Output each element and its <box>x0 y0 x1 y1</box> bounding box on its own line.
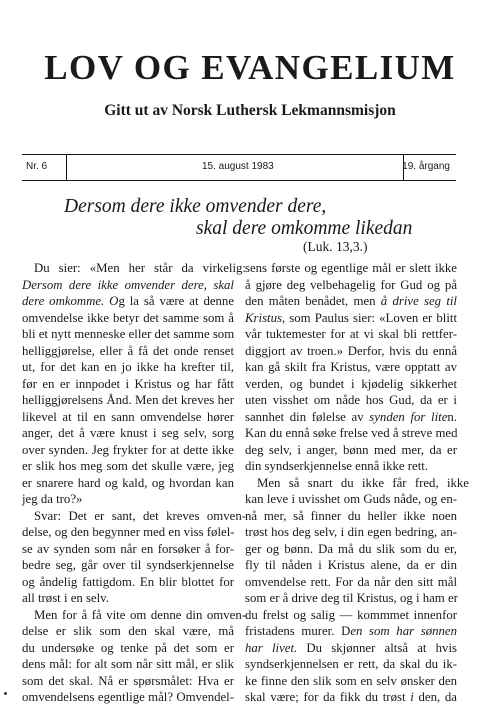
text-line: verden, og bundet i kjødelig sikkerhet <box>245 376 457 391</box>
text-line: anger, det å være knust i seg selv, sorg <box>22 426 234 440</box>
text-line: omvendelse rett. For da når den sitt mål <box>245 574 457 589</box>
text-line: vår tuktemester for at vi skal bli rettfer- <box>245 327 457 341</box>
article-title-line: Dersom dere ikke omvender dere, <box>64 196 327 217</box>
text-line: før en er innpodet i Kristus og har fått <box>22 376 234 391</box>
divider <box>66 155 67 180</box>
text-line: syndserkjennelsen er rett, da skal du ik- <box>245 657 457 671</box>
issue-info-bar <box>22 154 456 181</box>
issue-date: 15. august 1983 <box>202 161 274 172</box>
text-line: trøst hos deg selv, i din egen bedring, an- <box>245 525 457 539</box>
text-line: som det skal. Nå er spørsmålet: Hva er <box>22 673 234 688</box>
text-line: uten visshet om nåde hos Gud, da er i <box>245 393 457 407</box>
text-line: kan gå skilt fra Kristus, være opptatt av <box>245 360 457 374</box>
text-line: den måten benådet, men å drive seg til <box>245 294 457 308</box>
text-line: Men for å få vite om denne din omven- <box>34 607 246 622</box>
text-line: som er å drive deg til Kristus, og i ham er <box>245 591 458 605</box>
print-speck <box>4 692 7 695</box>
text-line: deg selv, i anger, bønn med mer, da er <box>245 442 457 457</box>
text-line: omvendelsens egentlige mål? Omvendel- <box>22 690 234 704</box>
text-line: er snarere hard og kald, og hvordan kan <box>22 475 234 490</box>
text-line: sens første og egentlige mål er slett ikke <box>245 261 457 275</box>
text-line: dere omkomme. Og la så være at denne <box>22 294 234 308</box>
text-line: Kristus, som Paulus sier: «Loven er blitt <box>245 310 457 325</box>
text-line: delse er slik som den skal være, må <box>22 624 234 638</box>
text-line: fristadens murer. Den som har sønnen <box>245 624 457 638</box>
text-line: du undersøke og tenke på det som er <box>22 640 234 655</box>
text-line: fly til nåden i Kristus alene, da er din <box>245 558 457 572</box>
issue-number: Nr. 6 <box>26 161 48 172</box>
issue-volume: 19. årgang <box>402 161 450 172</box>
text-line: omvendelse ikke betyr det samme som å <box>22 310 234 325</box>
text-line: Du sier: «Men her står da virkelig: <box>34 261 246 275</box>
text-line: og åndelig fattigdom. En blir blottet for <box>22 574 234 589</box>
text-line: sannhet din følelse av synden for liten. <box>245 409 457 424</box>
text-line: nå mer, så finner du heller ikke noen <box>245 508 457 523</box>
text-line: Kan du ennå søke frelse ved å streve med <box>245 426 458 440</box>
article-title-line: skal dere omkomme likedan <box>196 218 413 239</box>
text-line: bedre seg, går over til syndserkjennelse <box>22 558 234 572</box>
text-line: dens mål: for alt som når sitt mål, er slik <box>22 657 234 671</box>
text-line: jeg da tro?» <box>22 492 83 506</box>
text-line: helliggjørelsens Ånd. Men det kreves her <box>22 393 234 407</box>
text-line: helliggjørelse, eller å få det onde renset <box>22 343 234 358</box>
masthead-title: LOV OG EVANGELIUM <box>44 48 456 87</box>
text-line: Svar: Det er sant, det kreves omven- <box>34 508 246 523</box>
text-line: over synden. Jeg frykter for at dette ikke <box>22 442 234 457</box>
scripture-reference: (Luk. 13,3.) <box>303 239 368 254</box>
text-line: din syndserkjennelse ennå ikke rett. <box>245 459 429 473</box>
text-line: kan leve i uvisshet om Guds nåde, og en- <box>245 492 457 506</box>
text-line: diggjort av troen.» Derfor, hvis du ennå <box>245 343 457 358</box>
masthead-subtitle: Gitt ut av Norsk Luthersk Lekmannsmisjon <box>104 102 396 119</box>
text-line: bli et nytt menneske eller det samme som <box>22 327 235 341</box>
text-line: har livet. Du skjønner altså at hvis <box>245 640 457 655</box>
text-line: er slik hos meg som det skulle være, jeg <box>22 459 234 473</box>
text-line: skal være; for da fikk du trøst i den, da <box>245 690 457 704</box>
article-column-right <box>245 260 469 706</box>
text-line: ut, for det kan en jo ikke ha krefter til, <box>22 360 234 374</box>
text-line: Men så snart du ikke får fred, ikke <box>257 475 469 490</box>
text-line: ger og bønn. Da må du slik som du er, <box>245 541 457 556</box>
text-line: se av synden som når en forsøker å for- <box>22 541 234 556</box>
text-line: likevel at til en sann omvendelse hører <box>22 409 234 424</box>
text-line: Dersom dere ikke omvender dere, skal <box>22 277 234 292</box>
article-column-left <box>22 260 246 706</box>
text-line: all trøst i en selv. <box>22 591 109 605</box>
text-line: du frelst og salig — kommmet innenfor <box>245 607 457 622</box>
text-line: delse, og den begynner med en viss følel- <box>22 525 235 539</box>
text-line: ke finne den slik som en selv ønsker den <box>245 673 457 688</box>
text-line: å gjøre deg velbehagelig for Gud og på <box>245 277 457 292</box>
